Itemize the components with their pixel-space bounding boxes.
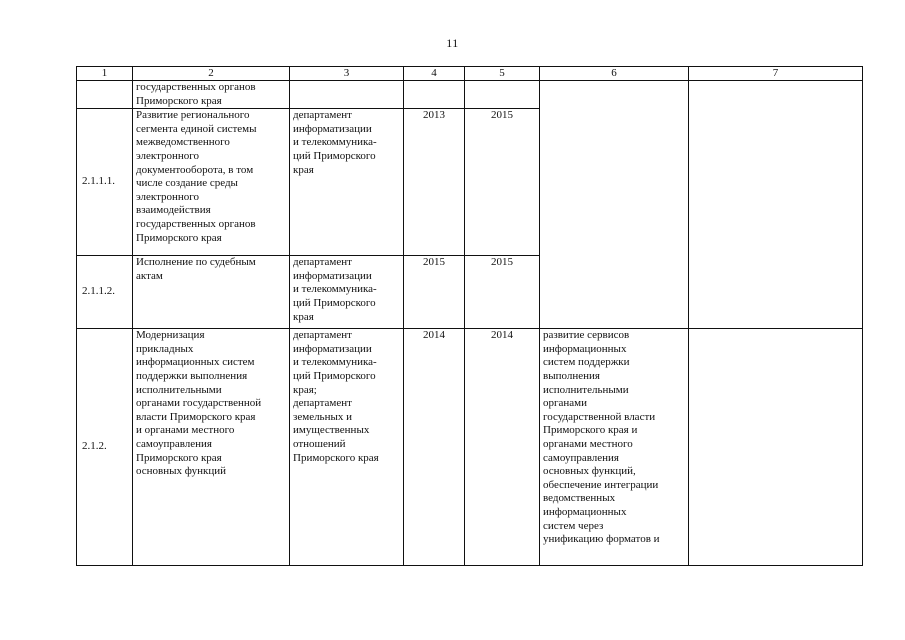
start-year-cell: 2014 xyxy=(404,329,465,566)
measure-name-cell: государственных органов Приморского края xyxy=(133,81,290,109)
row-number-cell: 2.1.2. xyxy=(77,329,133,566)
measure-name-cell: Развитие регионального сегмента единой системы межведомственного электронного документооборота, в том числе создание среды электронного взаимодействия государственных органов Приморского края xyxy=(133,109,290,256)
end-year-cell: 2015 xyxy=(465,109,540,256)
column-header-3: 3 xyxy=(290,67,404,81)
result-cell: развитие сервисов информационных систем поддержки выполнения исполнительными органами государственной власти Приморского края и органами местного самоуправления основных функций, обеспечение интеграции ведомственных информационных систем через унификацию форматов и xyxy=(540,329,689,566)
end-year-cell xyxy=(465,81,540,109)
header-row xyxy=(77,67,863,81)
end-year-cell: 2015 xyxy=(465,256,540,329)
column-header-5: 5 xyxy=(465,67,540,81)
table-row xyxy=(77,81,863,109)
row-number-cell: 2.1.1.2. xyxy=(77,256,133,329)
column-header-4: 4 xyxy=(404,67,465,81)
table-row xyxy=(77,329,863,566)
column-header-2: 2 xyxy=(133,67,290,81)
measure-name-cell: Модернизация прикладных информационных систем поддержки выполнения исполнительными органами государственной власти Приморского края и органами местного самоуправления Приморского края основных функций xyxy=(133,329,290,566)
measure-name-cell: Исполнение по судебным актам xyxy=(133,256,290,329)
note-cell xyxy=(689,81,863,329)
end-year-cell: 2014 xyxy=(465,329,540,566)
start-year-cell xyxy=(404,81,465,109)
column-header-1: 1 xyxy=(77,67,133,81)
executor-cell xyxy=(290,81,404,109)
executor-cell: департамент информатизации и телекоммуника- ций Приморского края xyxy=(290,109,404,256)
row-number-cell: 2.1.1.1. xyxy=(77,109,133,256)
column-header-7: 7 xyxy=(689,67,863,81)
program-table xyxy=(76,66,863,566)
result-cell xyxy=(540,81,689,329)
page-number: 11 xyxy=(446,36,459,50)
executor-cell: департамент информатизации и телекоммуника- ций Приморского края; департамент земельных и имущественных отношений Приморского края xyxy=(290,329,404,566)
start-year-cell: 2013 xyxy=(404,109,465,256)
row-number-cell xyxy=(77,81,133,109)
start-year-cell: 2015 xyxy=(404,256,465,329)
executor-cell: департамент информатизации и телекоммуника- ций Приморского края xyxy=(290,256,404,329)
column-header-6: 6 xyxy=(540,67,689,81)
note-cell xyxy=(689,329,863,566)
